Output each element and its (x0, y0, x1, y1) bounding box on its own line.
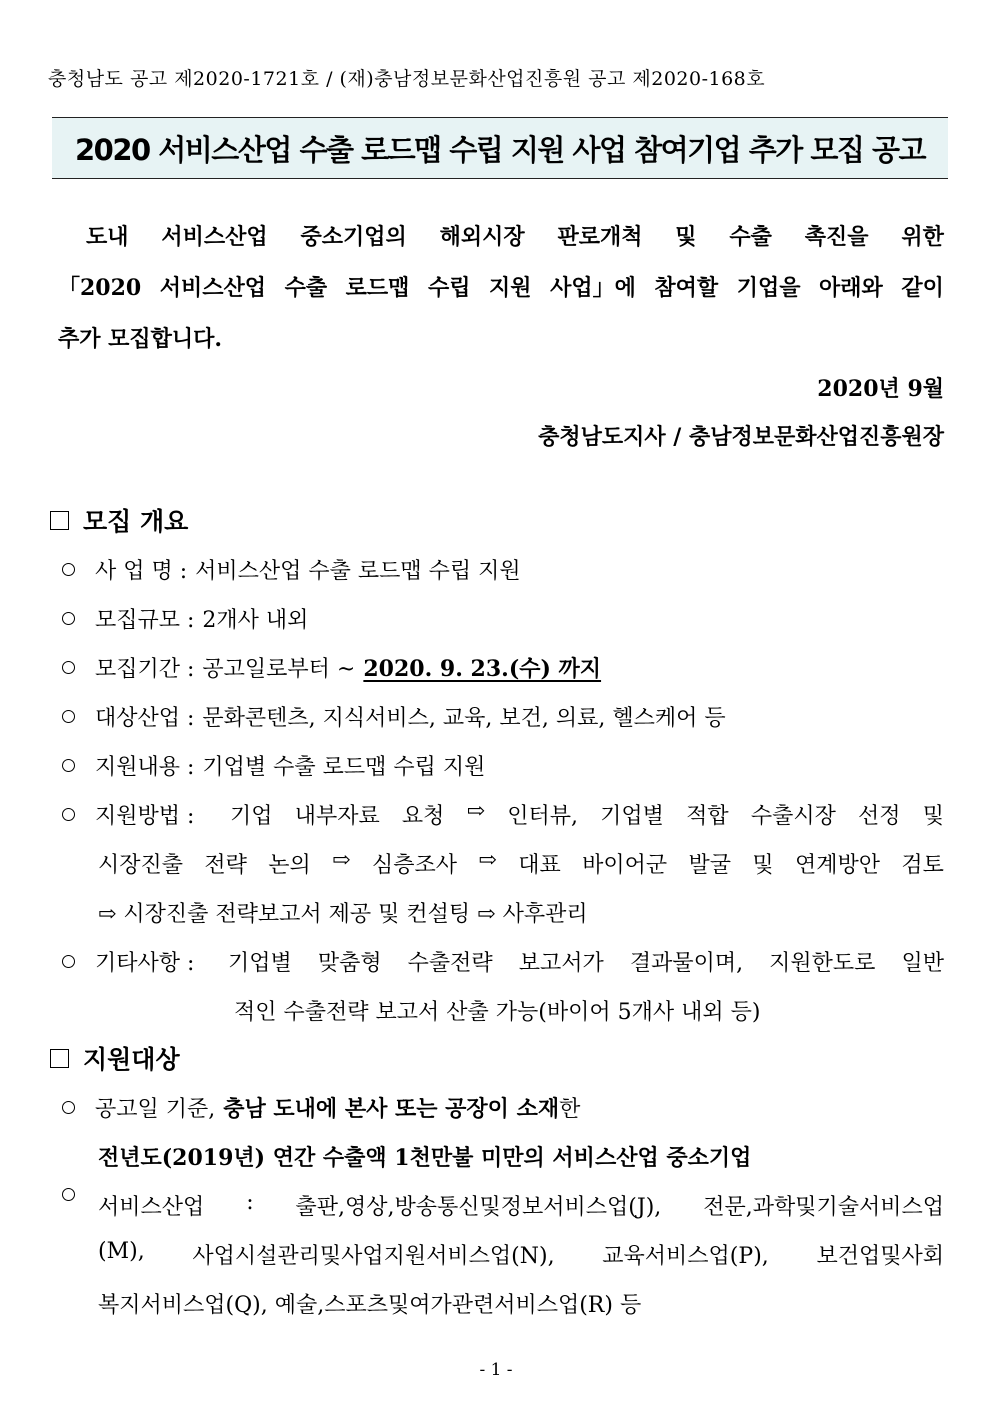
section-heading-eligibility (48, 1040, 180, 1076)
method-word: 수출시장 (750, 804, 836, 829)
square-bullet-icon (50, 511, 69, 530)
list-item-support-method (62, 799, 202, 830)
misc-word: 결과물이며, (629, 951, 744, 976)
item-text: 2개사 내외 (202, 608, 309, 633)
misc-word: 지원한도로 (769, 951, 876, 976)
section-heading-label: 모집 개요 (83, 507, 189, 536)
method-word: 시장진출 (98, 853, 184, 878)
method-word: 및 (922, 804, 944, 829)
circle-bullet-icon (62, 563, 75, 576)
misc-word: 맞춤형 (317, 951, 382, 976)
item-text-bold: 충남 도내에 본사 또는 공장이 소재 (223, 1096, 560, 1122)
service-word: 전문,과학및기술서비스업 (703, 1195, 944, 1220)
intro-word: 판로개척 (557, 224, 643, 250)
intro-word: 수립 (427, 275, 471, 301)
intro-word: 수출 (729, 224, 772, 250)
item-label: 대상산업 : (95, 706, 195, 731)
support-method-row-3: ⇨ 시장진출 전략보고서 제공 및 컨설팅 ⇨ 사후관리 (98, 902, 588, 927)
method-word: ⇨ (466, 799, 486, 824)
item-text: 서비스산업 수출 로드맵 수립 지원 (195, 559, 521, 584)
method-word: 및 (752, 853, 774, 878)
service-word: 사업시설관리및사업지원서비스업(N), (192, 1244, 555, 1269)
method-word: 심층조사 (371, 853, 457, 878)
announcement-date: 2020년 9월 (817, 376, 944, 402)
list-item-target-industry (62, 701, 726, 732)
intro-word: 사업」에 (550, 275, 636, 301)
item-label: 모집기간 : (95, 657, 195, 682)
intro-line-1 (58, 212, 944, 263)
circle-bullet-icon (62, 661, 75, 674)
item-label: 기타사항 : (95, 951, 195, 976)
circle-bullet-icon (62, 1101, 75, 1114)
misc-row-1 (228, 946, 944, 977)
intro-word: 서비스산업 (161, 224, 268, 250)
service-word: 출판,영상,방송통신및정보서비스업(J), (295, 1195, 662, 1220)
circle-bullet-icon (62, 710, 75, 723)
notice-number: 충청남도 공고 제2020-1721호 / (재)충남정보문화산업진흥원 공고 제2020-168호 (48, 68, 766, 90)
service-word: 서비스산업 (98, 1195, 205, 1220)
method-word: 기업별 (600, 804, 664, 829)
method-word: ⇨ (478, 848, 497, 873)
circle-bullet-icon (62, 612, 75, 625)
circle-bullet-icon (62, 955, 75, 968)
support-method-row-2 (98, 848, 944, 879)
item-text-suffix: 한 (559, 1097, 581, 1122)
service-word: : (246, 1190, 254, 1215)
intro-line-3: 추가 모집합니다. (58, 326, 223, 352)
square-bullet-icon (50, 1049, 69, 1068)
method-word: 선정 (858, 804, 901, 829)
method-word: 연계방안 (795, 853, 881, 878)
intro-word: 해외시장 (439, 224, 525, 250)
intro-word: 및 (675, 224, 697, 250)
section-heading-label: 지원대상 (83, 1045, 180, 1074)
list-item-misc (62, 946, 202, 977)
intro-paragraph (58, 212, 944, 365)
list-item-project-name (62, 554, 521, 585)
intro-word: 「2020 (58, 275, 142, 301)
list-item-recruit-size (62, 603, 308, 634)
item-label: 사 업 명 : (95, 559, 188, 584)
list-item-service-industry (62, 1190, 95, 1203)
misc-word: 보고서가 (518, 951, 604, 976)
method-word: 발굴 (688, 853, 731, 878)
service-word: 교육서비스업(P), (602, 1244, 769, 1269)
method-word: 검토 (901, 853, 944, 878)
item-text: 문화콘텐츠, 지식서비스, 교육, 보건, 의료, 헬스케어 등 (202, 706, 726, 731)
intro-word: 기업을 (736, 275, 801, 301)
method-word: 적합 (686, 804, 729, 829)
intro-word: 중소기업의 (300, 224, 407, 250)
intro-word: 아래와 (819, 275, 883, 301)
method-word: 기업 (230, 804, 273, 829)
service-industry-row-2 (98, 1239, 944, 1270)
support-method-row-1 (230, 799, 944, 830)
circle-bullet-icon (62, 808, 75, 821)
intro-word: 도내 (86, 224, 129, 250)
service-word: (M), (98, 1239, 145, 1264)
service-word: 보건업및사회 (816, 1244, 944, 1269)
misc-word: 수출전략 (407, 951, 493, 976)
page-number: - 1 - (479, 1360, 513, 1380)
misc-row-2: 적인 수출전략 보고서 산출 가능(바이어 5개사 내외 등) (234, 1000, 761, 1025)
intro-word: 위한 (901, 224, 944, 250)
intro-word: 서비스산업 (159, 275, 267, 301)
method-word: 대표 (518, 853, 561, 878)
intro-word: 촉진을 (804, 224, 869, 250)
method-word: 요청 (401, 804, 445, 829)
item-text: 공고일로부터 ~ (202, 657, 356, 682)
method-word: 논의 (268, 853, 311, 878)
method-word: 인터뷰, (507, 804, 578, 829)
eligibility-line-2: 전년도(2019년) 연간 수출액 1천만불 미만의 서비스산업 중소기업 (98, 1145, 752, 1171)
title-banner (52, 117, 948, 179)
intro-word: 지원 (489, 275, 532, 301)
item-label: 지원방법 : (95, 804, 195, 829)
item-label: 모집규모 : (95, 608, 195, 633)
method-word: 바이어군 (582, 853, 668, 878)
intro-line-2 (58, 263, 944, 314)
circle-bullet-icon (62, 1188, 75, 1201)
deadline-date: 2020. 9. 23.(수) 까지 (363, 656, 602, 682)
section-heading-overview (48, 502, 188, 538)
intro-word: 참여할 (654, 275, 719, 301)
method-word: 전략 (204, 853, 247, 878)
list-item-recruit-period (62, 652, 601, 683)
circle-bullet-icon (62, 759, 75, 772)
list-item-eligibility-base (62, 1092, 580, 1123)
intro-word: 같이 (901, 275, 944, 301)
service-industry-row-3: 복지서비스업(Q), 예술,스포츠및여가관련서비스업(R) 등 (98, 1293, 642, 1318)
item-text: 기업별 수출 로드맵 수립 지원 (202, 755, 486, 780)
issuer: 충청남도지사 / 충남정보문화산업진흥원장 (538, 424, 944, 450)
intro-word: 수출 (284, 275, 328, 301)
item-label: 지원내용 : (95, 755, 195, 780)
list-item-support-content (62, 750, 485, 781)
intro-word: 로드맵 (345, 275, 410, 301)
page-title: 2020 서비스산업 수출 로드맵 수립 지원 사업 참여기업 추가 모집 공고 (74, 132, 926, 167)
misc-word: 일반 (901, 951, 944, 976)
item-text: 공고일 기준, (95, 1097, 216, 1122)
service-industry-row-1 (98, 1190, 944, 1221)
method-word: 내부자료 (294, 804, 380, 829)
misc-word: 기업별 (228, 951, 292, 976)
method-word: ⇨ (332, 848, 351, 873)
